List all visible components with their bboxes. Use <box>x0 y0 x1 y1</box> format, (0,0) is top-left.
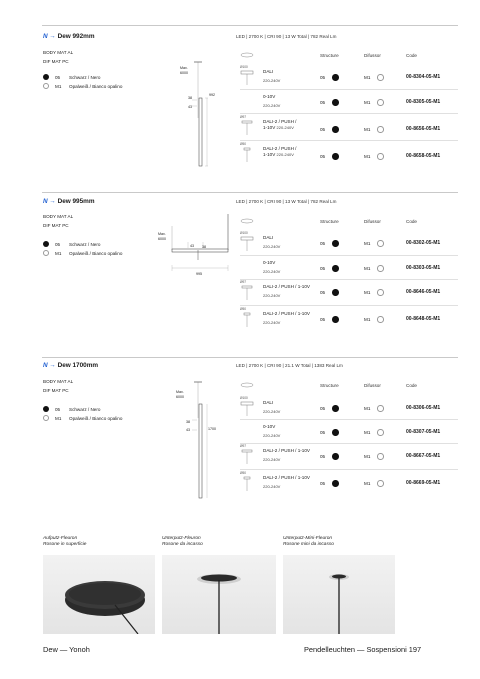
rose-size: Ø50 <box>240 142 247 146</box>
photo-caption <box>283 536 334 548</box>
diffuser-option <box>364 453 384 460</box>
swatch-code: 05 <box>55 241 61 247</box>
structure-code: 05 <box>320 74 326 80</box>
white-swatch-icon <box>377 453 384 460</box>
control-label: DALI-2 / PUSH / 1-10V <box>263 448 310 453</box>
surface-rose-photo <box>43 555 155 634</box>
structure-option <box>320 405 339 412</box>
swatch-label: Opalweiß / Bianco opalino <box>69 250 123 256</box>
variant-row <box>240 308 458 332</box>
control-type <box>263 311 310 326</box>
article-code: 00-8667-05-M1 <box>406 453 441 459</box>
article-code: 00-8646-05-M1 <box>406 289 441 295</box>
rose-icon <box>240 232 256 252</box>
diffuser-code: M1 <box>364 405 371 411</box>
control-label: 0-10V <box>263 94 276 99</box>
swatch-code: M1 <box>55 415 62 421</box>
diffuser-code: M1 <box>364 429 371 435</box>
control-label: 0-10V <box>263 424 276 429</box>
black-swatch-icon <box>332 480 339 487</box>
arrow-icon: → <box>49 362 56 369</box>
section-title <box>43 362 98 369</box>
variant-row <box>240 232 458 256</box>
new-marker: N <box>43 33 48 40</box>
structure-option <box>320 289 339 296</box>
diffuser-option <box>364 289 384 296</box>
body-material: BODY MAT AL <box>43 379 74 384</box>
diffuser-code: M1 <box>364 316 371 322</box>
diffuser-code: M1 <box>364 453 371 459</box>
dim-c: 1700 <box>208 427 216 431</box>
dim-c: 992 <box>209 93 215 97</box>
caption-line-2: Rosone da incasso <box>162 542 203 547</box>
dim-a: 38 <box>188 96 192 100</box>
photo-caption <box>43 536 86 548</box>
black-swatch-icon <box>332 316 339 323</box>
rose-icon <box>240 281 256 301</box>
structure-option <box>320 453 339 460</box>
model-name: Dew 1700mm <box>57 362 99 369</box>
dim-b: 38 <box>202 245 206 249</box>
article-code: 00-8302-05-M1 <box>406 240 441 246</box>
footer-page-title: Pendelleuchten — Sospensioni 197 <box>304 645 422 654</box>
article-code: 00-8648-05-M1 <box>406 316 441 322</box>
voltage: 220-240V <box>263 433 281 438</box>
structure-code: 05 <box>320 429 326 435</box>
structure-code: 05 <box>320 265 326 271</box>
swatch-label: Schwarz / Nero <box>69 74 101 80</box>
control-type <box>263 260 280 275</box>
voltage: 220-240V <box>263 484 281 489</box>
control-label: DALI <box>263 400 274 405</box>
rose-size: Ø97 <box>240 115 247 119</box>
diffuser-code: M1 <box>364 480 371 486</box>
control-label: DALI-2 / PUSH / 1-10V <box>263 284 310 289</box>
control-label: DALI-2 / PUSH / 1-10V <box>263 475 310 480</box>
section-divider <box>42 192 458 193</box>
control-label: DALI-2 / PUSH / <box>263 119 297 124</box>
row-separator <box>240 443 458 444</box>
variant-row <box>240 445 458 469</box>
structure-code: 05 <box>320 480 326 486</box>
section-title <box>43 198 95 205</box>
article-code: 00-8306-05-M1 <box>406 405 441 411</box>
structure-option <box>320 480 339 487</box>
diffuser-option <box>364 480 384 487</box>
structure-code: 05 <box>320 126 326 132</box>
white-swatch-icon <box>377 480 384 487</box>
dim-label: Max. <box>158 232 166 236</box>
swatch-label: Opalweiß / Bianco opalino <box>69 83 123 89</box>
mini-recessed-rose-photo <box>283 555 395 634</box>
structure-option <box>320 265 339 272</box>
header-code: Code <box>406 219 417 224</box>
header-structure: Structure <box>320 219 339 224</box>
control-type <box>263 284 310 299</box>
black-swatch-icon <box>332 429 339 436</box>
ceiling-rose-icon <box>240 382 254 389</box>
diffuser-option <box>364 240 384 247</box>
black-swatch-icon <box>332 265 339 272</box>
structure-code: 05 <box>320 316 326 322</box>
swatch-label: Opalweiß / Bianco opalino <box>69 415 123 421</box>
rose-size: Ø97 <box>240 280 247 284</box>
caption-line-1: Aufputz-Fleuron <box>43 536 78 541</box>
new-marker: N <box>43 362 48 369</box>
body-material: BODY MAT AL <box>43 214 74 219</box>
caption-line-2: Rosone in superficie <box>43 542 87 547</box>
article-code: 00-8305-05-M1 <box>406 99 441 105</box>
model-name: Dew 992mm <box>57 33 95 40</box>
dim-value: 6000 <box>158 237 166 241</box>
control-label: DALI <box>263 69 274 74</box>
control-type <box>263 235 280 250</box>
article-code: 00-8669-05-M1 <box>406 480 441 486</box>
caption-line-2: Rosone mini da incasso <box>283 542 334 547</box>
caption-line-1: Unterputz-Fleuron <box>162 536 201 541</box>
control-type <box>263 448 310 463</box>
header-difussor: Difussor <box>364 53 381 58</box>
rose-icon <box>240 472 256 492</box>
rose-size: Ø97 <box>240 444 247 448</box>
voltage: 220-240V <box>263 320 281 325</box>
technical-drawing <box>172 378 232 502</box>
variant-row <box>240 421 458 445</box>
row-separator <box>240 305 458 306</box>
row-separator <box>240 255 458 256</box>
voltage: 220-240V <box>263 78 281 83</box>
dim-value: 6000 <box>180 71 188 75</box>
dim-label: Max. <box>176 390 184 394</box>
variant-row <box>240 472 458 496</box>
swatch-label: Schwarz / Nero <box>69 406 101 412</box>
dim-b: 43 <box>188 105 192 109</box>
article-code: 00-8303-05-M1 <box>406 265 441 271</box>
control-label: DALI-2 / PUSH / <box>263 146 297 151</box>
control-label-2: 1-10V <box>263 152 276 157</box>
rose-size: Ø50 <box>240 471 247 475</box>
black-swatch-icon <box>43 241 49 247</box>
dim-a: 38 <box>186 420 190 424</box>
structure-option <box>320 240 339 247</box>
arrow-icon: → <box>49 33 56 40</box>
control-label: DALI <box>263 235 274 240</box>
white-swatch-icon <box>377 316 384 323</box>
voltage: 220-240V <box>263 293 281 298</box>
structure-code: 05 <box>320 240 326 246</box>
rose-icon <box>240 445 256 465</box>
arrow-icon: → <box>49 198 56 205</box>
row-separator <box>240 279 458 280</box>
header-code: Code <box>406 53 417 58</box>
control-label: 0-10V <box>263 260 276 265</box>
voltage: 220-240V <box>276 152 294 157</box>
rose-size: Ø100 <box>240 396 248 400</box>
black-swatch-icon <box>332 240 339 247</box>
header-difussor: Difussor <box>364 219 381 224</box>
diffuser-option <box>364 265 384 272</box>
dim-label: Max. <box>180 66 188 70</box>
voltage: 220-240V <box>263 244 281 249</box>
rose-size: Ø50 <box>240 307 247 311</box>
rose-icon <box>240 308 256 328</box>
row-separator <box>240 419 458 420</box>
black-swatch-icon <box>332 289 339 296</box>
diffuser-code: M1 <box>364 265 371 271</box>
dim-a: 43 <box>190 244 194 248</box>
structure-code: 05 <box>320 99 326 105</box>
swatch-black <box>43 240 100 248</box>
dim-c: 995 <box>196 272 202 276</box>
white-swatch-icon <box>377 405 384 412</box>
control-type <box>263 475 310 490</box>
structure-code: 05 <box>320 289 326 295</box>
swatch-white <box>43 249 122 257</box>
voltage: 220-240V <box>263 269 281 274</box>
dim-max <box>176 390 184 400</box>
control-label: DALI-2 / PUSH / 1-10V <box>263 311 310 316</box>
header-structure: Structure <box>320 383 339 388</box>
structure-option <box>320 316 339 323</box>
material-info <box>43 377 73 395</box>
swatch-code: 05 <box>55 74 61 80</box>
swatch-code: M1 <box>55 83 62 89</box>
header-structure: Structure <box>320 53 339 58</box>
diffuser-option <box>364 429 384 436</box>
control-label-2: 1-10V <box>263 125 276 130</box>
header-difussor: Difussor <box>364 383 381 388</box>
structure-option <box>320 429 339 436</box>
white-swatch-icon <box>43 415 49 421</box>
diffuser-material: DIF MAT PC <box>43 59 69 64</box>
article-code: 00-8307-05-M1 <box>406 429 441 435</box>
caption-line-1: Unterputz-Mini-Fleuron <box>283 536 333 541</box>
black-swatch-icon <box>332 405 339 412</box>
new-marker: N <box>43 198 48 205</box>
diffuser-code: M1 <box>364 289 371 295</box>
header-code: Code <box>406 383 417 388</box>
dim-max <box>158 232 166 242</box>
white-swatch-icon <box>377 265 384 272</box>
spec-line: LED | 2700 K | CRI 90 | 21.1 W Total | 1383 Real Lm <box>236 363 343 368</box>
control-type <box>263 424 280 439</box>
diffuser-code: M1 <box>364 126 371 132</box>
variant-row <box>240 281 458 305</box>
voltage: 220-240V <box>263 409 281 414</box>
spec-line: LED | 2700 K | CRI 90 | 13 W Total | 782 Real Lm <box>236 199 337 204</box>
material-info <box>43 212 73 230</box>
rose-icon <box>240 397 256 417</box>
white-swatch-icon <box>43 250 49 256</box>
row-separator <box>240 469 458 470</box>
swatch-code: M1 <box>55 250 62 256</box>
photo-caption <box>162 536 203 548</box>
diffuser-option <box>364 405 384 412</box>
footer-brand: Dew — Yonoh <box>43 645 90 654</box>
swatch-white <box>43 414 122 422</box>
structure-code: 05 <box>320 153 326 159</box>
body-material: BODY MAT AL <box>43 50 74 55</box>
diffuser-code: M1 <box>364 240 371 246</box>
recessed-rose-photo <box>162 555 276 634</box>
diffuser-material: DIF MAT PC <box>43 388 69 393</box>
black-swatch-icon <box>43 406 49 412</box>
structure-code: 05 <box>320 405 326 411</box>
white-swatch-icon <box>377 289 384 296</box>
swatch-label: Schwarz / Nero <box>69 241 101 247</box>
structure-code: 05 <box>320 453 326 459</box>
diffuser-code: M1 <box>364 99 371 105</box>
diffuser-code: M1 <box>364 153 371 159</box>
article-code: 00-8658-05-M1 <box>406 153 441 159</box>
white-swatch-icon <box>377 240 384 247</box>
model-name: Dew 995mm <box>57 198 95 205</box>
white-swatch-icon <box>377 429 384 436</box>
rose-size: Ø100 <box>240 65 248 69</box>
diffuser-material: DIF MAT PC <box>43 223 69 228</box>
voltage: 220-240V <box>263 103 281 108</box>
dim-value: 6000 <box>176 395 184 399</box>
section-divider <box>42 357 458 358</box>
technical-drawing <box>158 212 236 282</box>
variant-row <box>240 397 458 421</box>
black-swatch-icon <box>332 453 339 460</box>
spec-line: LED | 2700 K | CRI 90 | 13 W Total | 782 Real Lm <box>236 34 337 39</box>
voltage: 220-240V <box>263 457 281 462</box>
swatch-code: 05 <box>55 406 61 412</box>
swatch-black <box>43 405 100 413</box>
voltage: 220-240V <box>276 125 294 130</box>
diffuser-option <box>364 316 384 323</box>
variant-row <box>240 257 458 281</box>
dim-b: 43 <box>186 428 190 432</box>
control-type <box>263 400 280 415</box>
article-code: 00-8304-05-M1 <box>406 74 441 80</box>
ceiling-rose-icon <box>240 218 254 225</box>
article-code: 00-8656-05-M1 <box>406 126 441 132</box>
rose-size: Ø100 <box>240 231 248 235</box>
diffuser-code: M1 <box>364 74 371 80</box>
